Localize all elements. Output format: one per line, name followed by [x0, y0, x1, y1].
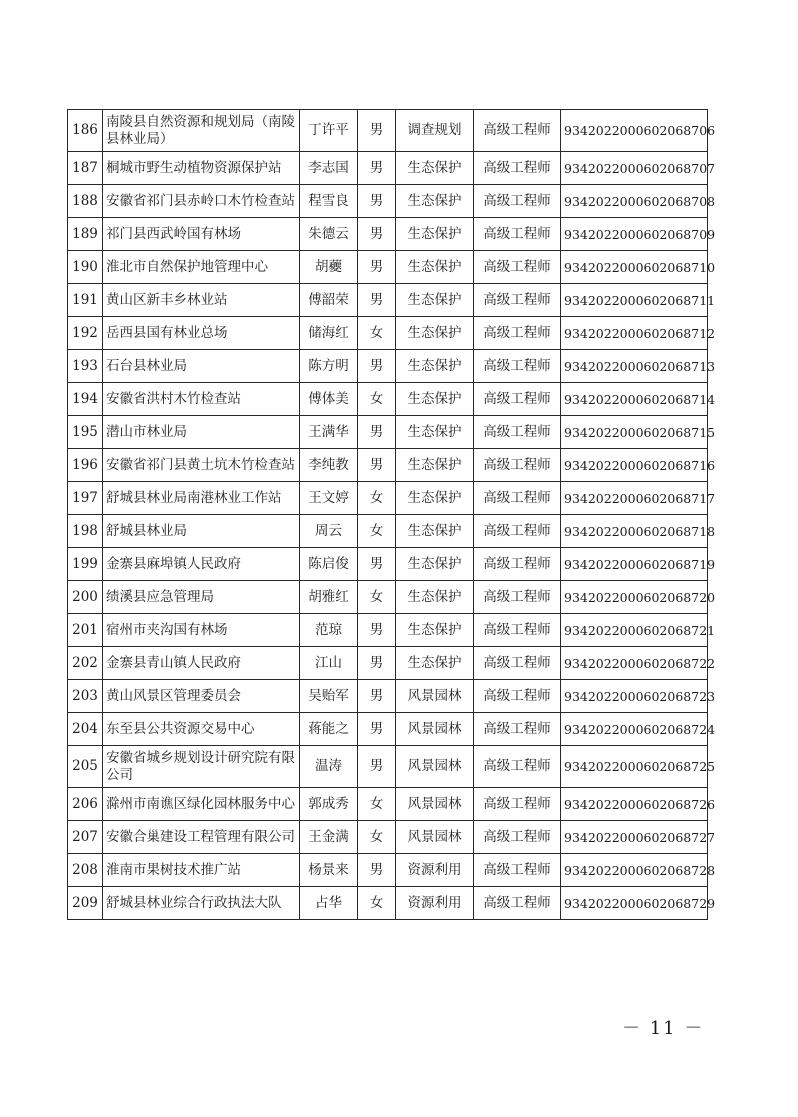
row-number-cell: 196 — [68, 449, 103, 482]
work-unit-cell: 舒城县林业局 — [103, 515, 300, 548]
specialty-cell: 生态保护 — [396, 647, 474, 680]
row-number-cell: 199 — [68, 548, 103, 581]
professional-title-cell: 高级工程师 — [474, 614, 561, 647]
work-unit-cell: 金寨县麻埠镇人民政府 — [103, 548, 300, 581]
row-number-cell: 191 — [68, 284, 103, 317]
specialty-cell: 生态保护 — [396, 449, 474, 482]
work-unit-cell: 滁州市南谯区绿化园林服务中心 — [103, 788, 300, 821]
work-unit-cell: 宿州市夹沟国有林场 — [103, 614, 300, 647]
work-unit-cell: 安徽省祁门县赤岭口木竹检查站 — [103, 185, 300, 218]
gender-cell: 女 — [358, 821, 396, 854]
row-number-cell: 187 — [68, 152, 103, 185]
table-row — [68, 110, 708, 152]
table-row — [68, 383, 708, 416]
specialty-cell: 风景园林 — [396, 680, 474, 713]
person-name-cell: 胡虁 — [300, 251, 358, 284]
specialty-cell: 生态保护 — [396, 614, 474, 647]
gender-cell: 女 — [358, 383, 396, 416]
gender-cell: 男 — [358, 647, 396, 680]
row-number-cell: 189 — [68, 218, 103, 251]
professional-title-cell: 高级工程师 — [474, 317, 561, 350]
work-unit-cell: 黄山风景区管理委员会 — [103, 680, 300, 713]
person-name-cell: 李纯教 — [300, 449, 358, 482]
row-number-cell: 205 — [68, 746, 103, 788]
professional-title-cell: 高级工程师 — [474, 680, 561, 713]
table-row — [68, 515, 708, 548]
table-row — [68, 482, 708, 515]
certificate-number-cell: 9342022000602068714 — [561, 383, 708, 416]
row-number-cell: 195 — [68, 416, 103, 449]
row-number-cell: 208 — [68, 854, 103, 887]
certificate-number-cell: 9342022000602068723 — [561, 680, 708, 713]
work-unit-cell: 金寨县青山镇人民政府 — [103, 647, 300, 680]
person-name-cell: 温涛 — [300, 746, 358, 788]
professional-title-cell: 高级工程师 — [474, 218, 561, 251]
gender-cell: 男 — [358, 713, 396, 746]
table-row — [68, 218, 708, 251]
specialty-cell: 生态保护 — [396, 416, 474, 449]
table-row — [68, 350, 708, 383]
table-row — [68, 152, 708, 185]
person-name-cell: 杨景来 — [300, 854, 358, 887]
certificate-number-cell: 9342022000602068710 — [561, 251, 708, 284]
work-unit-cell: 桐城市野生动植物资源保护站 — [103, 152, 300, 185]
work-unit-cell: 安徽省祁门县黄土坑木竹检查站 — [103, 449, 300, 482]
professional-title-cell: 高级工程师 — [474, 284, 561, 317]
professional-title-cell: 高级工程师 — [474, 350, 561, 383]
table-row — [68, 416, 708, 449]
certificate-number-cell: 9342022000602068711 — [561, 284, 708, 317]
row-number-cell: 200 — [68, 581, 103, 614]
gender-cell: 女 — [358, 887, 396, 920]
specialty-cell: 生态保护 — [396, 581, 474, 614]
gender-cell: 女 — [358, 581, 396, 614]
specialty-cell: 资源利用 — [396, 887, 474, 920]
specialty-cell: 生态保护 — [396, 383, 474, 416]
gender-cell: 男 — [358, 680, 396, 713]
person-name-cell: 王满华 — [300, 416, 358, 449]
certificate-number-cell: 9342022000602068729 — [561, 887, 708, 920]
roster-body — [68, 110, 716, 920]
row-number-cell: 197 — [68, 482, 103, 515]
professional-title-cell: 高级工程师 — [474, 383, 561, 416]
person-name-cell: 储海红 — [300, 317, 358, 350]
certificate-number-cell: 9342022000602068720 — [561, 581, 708, 614]
specialty-cell: 生态保护 — [396, 284, 474, 317]
gender-cell: 男 — [358, 110, 396, 152]
gender-cell: 男 — [358, 152, 396, 185]
table-row — [68, 581, 708, 614]
row-number-cell: 203 — [68, 680, 103, 713]
table-row — [68, 548, 708, 581]
person-name-cell: 傅体美 — [300, 383, 358, 416]
table-row — [68, 251, 708, 284]
person-name-cell: 朱德云 — [300, 218, 358, 251]
table-row — [68, 185, 708, 218]
work-unit-cell: 祁门县西武岭国有林场 — [103, 218, 300, 251]
gender-cell: 男 — [358, 854, 396, 887]
specialty-cell: 风景园林 — [396, 821, 474, 854]
gender-cell: 男 — [358, 350, 396, 383]
row-number-cell: 204 — [68, 713, 103, 746]
work-unit-cell: 黄山区新丰乡林业站 — [103, 284, 300, 317]
work-unit-cell: 舒城县林业局南港林业工作站 — [103, 482, 300, 515]
certificate-number-cell: 9342022000602068724 — [561, 713, 708, 746]
gender-cell: 男 — [358, 416, 396, 449]
gender-cell: 男 — [358, 548, 396, 581]
certificate-number-cell: 9342022000602068721 — [561, 614, 708, 647]
specialty-cell: 风景园林 — [396, 713, 474, 746]
professional-title-cell: 高级工程师 — [474, 713, 561, 746]
specialty-cell: 风景园林 — [396, 746, 474, 788]
table-row — [68, 317, 708, 350]
gender-cell: 女 — [358, 515, 396, 548]
work-unit-cell: 舒城县林业综合行政执法大队 — [103, 887, 300, 920]
work-unit-cell: 淮南市果树技术推广站 — [103, 854, 300, 887]
professional-title-cell: 高级工程师 — [474, 515, 561, 548]
table-row — [68, 887, 708, 920]
row-number-cell: 198 — [68, 515, 103, 548]
specialty-cell: 调查规划 — [396, 110, 474, 152]
person-name-cell: 江山 — [300, 647, 358, 680]
professional-title-cell: 高级工程师 — [474, 788, 561, 821]
work-unit-cell: 岳西县国有林业总场 — [103, 317, 300, 350]
certificate-number-cell: 9342022000602068728 — [561, 854, 708, 887]
person-name-cell: 陈启俊 — [300, 548, 358, 581]
row-number-cell: 206 — [68, 788, 103, 821]
certificate-number-cell: 9342022000602068718 — [561, 515, 708, 548]
certificate-number-cell: 9342022000602068709 — [561, 218, 708, 251]
person-name-cell: 李志国 — [300, 152, 358, 185]
certificate-number-cell: 9342022000602068717 — [561, 482, 708, 515]
certificate-number-cell: 9342022000602068713 — [561, 350, 708, 383]
certificate-number-cell: 9342022000602068716 — [561, 449, 708, 482]
gender-cell: 男 — [358, 449, 396, 482]
specialty-cell: 生态保护 — [396, 548, 474, 581]
row-number-cell: 194 — [68, 383, 103, 416]
professional-title-cell: 高级工程师 — [474, 482, 561, 515]
specialty-cell: 生态保护 — [396, 317, 474, 350]
page-number: － 11 － — [622, 1018, 705, 1039]
professional-title-cell: 高级工程师 — [474, 887, 561, 920]
work-unit-cell: 南陵县自然资源和规划局（南陵县林业局） — [103, 110, 300, 152]
certificate-number-cell: 9342022000602068726 — [561, 788, 708, 821]
person-name-cell: 王文婷 — [300, 482, 358, 515]
table-row — [68, 614, 708, 647]
professional-title-cell: 高级工程师 — [474, 416, 561, 449]
table-row — [68, 713, 708, 746]
certificate-number-cell: 9342022000602068719 — [561, 548, 708, 581]
gender-cell: 男 — [358, 284, 396, 317]
person-name-cell: 吴贻军 — [300, 680, 358, 713]
person-name-cell: 范琼 — [300, 614, 358, 647]
professional-title-cell: 高级工程师 — [474, 152, 561, 185]
row-number-cell: 202 — [68, 647, 103, 680]
work-unit-cell: 淮北市自然保护地管理中心 — [103, 251, 300, 284]
work-unit-cell: 石台县林业局 — [103, 350, 300, 383]
table-row — [68, 788, 708, 821]
professional-title-cell: 高级工程师 — [474, 821, 561, 854]
specialty-cell: 生态保护 — [396, 152, 474, 185]
certificate-number-cell: 9342022000602068708 — [561, 185, 708, 218]
professional-title-cell: 高级工程师 — [474, 746, 561, 788]
specialty-cell: 生态保护 — [396, 251, 474, 284]
professional-title-cell: 高级工程师 — [474, 449, 561, 482]
person-name-cell: 占华 — [300, 887, 358, 920]
certificate-number-cell: 9342022000602068712 — [561, 317, 708, 350]
specialty-cell: 生态保护 — [396, 218, 474, 251]
row-number-cell: 193 — [68, 350, 103, 383]
row-number-cell: 207 — [68, 821, 103, 854]
table-row — [68, 680, 708, 713]
professional-title-cell: 高级工程师 — [474, 548, 561, 581]
gender-cell: 男 — [358, 614, 396, 647]
gender-cell: 女 — [358, 317, 396, 350]
specialty-cell: 生态保护 — [396, 185, 474, 218]
person-name-cell: 胡雅红 — [300, 581, 358, 614]
specialty-cell: 资源利用 — [396, 854, 474, 887]
gender-cell: 男 — [358, 218, 396, 251]
row-number-cell: 190 — [68, 251, 103, 284]
certificate-number-cell: 9342022000602068725 — [561, 746, 708, 788]
row-number-cell: 209 — [68, 887, 103, 920]
professional-title-cell: 高级工程师 — [474, 110, 561, 152]
work-unit-cell: 安徽省洪村木竹检查站 — [103, 383, 300, 416]
work-unit-cell: 潜山市林业局 — [103, 416, 300, 449]
gender-cell: 男 — [358, 185, 396, 218]
gender-cell: 女 — [358, 788, 396, 821]
specialty-cell: 生态保护 — [396, 515, 474, 548]
work-unit-cell: 安徽省城乡规划设计研究院有限公司 — [103, 746, 300, 788]
roster-table — [67, 109, 716, 920]
work-unit-cell: 绩溪县应急管理局 — [103, 581, 300, 614]
gender-cell: 女 — [358, 482, 396, 515]
professional-title-cell: 高级工程师 — [474, 581, 561, 614]
certificate-number-cell: 9342022000602068707 — [561, 152, 708, 185]
gender-cell: 男 — [358, 251, 396, 284]
professional-title-cell: 高级工程师 — [474, 251, 561, 284]
person-name-cell: 程雪良 — [300, 185, 358, 218]
person-name-cell: 傅韶荣 — [300, 284, 358, 317]
person-name-cell: 王金满 — [300, 821, 358, 854]
table-row — [68, 746, 708, 788]
work-unit-cell: 东至县公共资源交易中心 — [103, 713, 300, 746]
specialty-cell: 风景园林 — [396, 788, 474, 821]
certificate-number-cell: 9342022000602068722 — [561, 647, 708, 680]
specialty-cell: 生态保护 — [396, 350, 474, 383]
table-row — [68, 284, 708, 317]
person-name-cell: 郭成秀 — [300, 788, 358, 821]
row-number-cell: 192 — [68, 317, 103, 350]
person-name-cell: 丁许平 — [300, 110, 358, 152]
row-number-cell: 188 — [68, 185, 103, 218]
person-name-cell: 蒋能之 — [300, 713, 358, 746]
table-row — [68, 821, 708, 854]
professional-title-cell: 高级工程师 — [474, 185, 561, 218]
row-number-cell: 186 — [68, 110, 103, 152]
person-name-cell: 陈方明 — [300, 350, 358, 383]
specialty-cell: 生态保护 — [396, 482, 474, 515]
certificate-number-cell: 9342022000602068715 — [561, 416, 708, 449]
gender-cell: 男 — [358, 746, 396, 788]
professional-title-cell: 高级工程师 — [474, 854, 561, 887]
certificate-number-cell: 9342022000602068706 — [561, 110, 708, 152]
row-number-cell: 201 — [68, 614, 103, 647]
work-unit-cell: 安徽合巢建设工程管理有限公司 — [103, 821, 300, 854]
person-name-cell: 周云 — [300, 515, 358, 548]
professional-title-cell: 高级工程师 — [474, 647, 561, 680]
table-row — [68, 449, 708, 482]
table-row — [68, 647, 708, 680]
table-row — [68, 854, 708, 887]
certificate-number-cell: 9342022000602068727 — [561, 821, 708, 854]
